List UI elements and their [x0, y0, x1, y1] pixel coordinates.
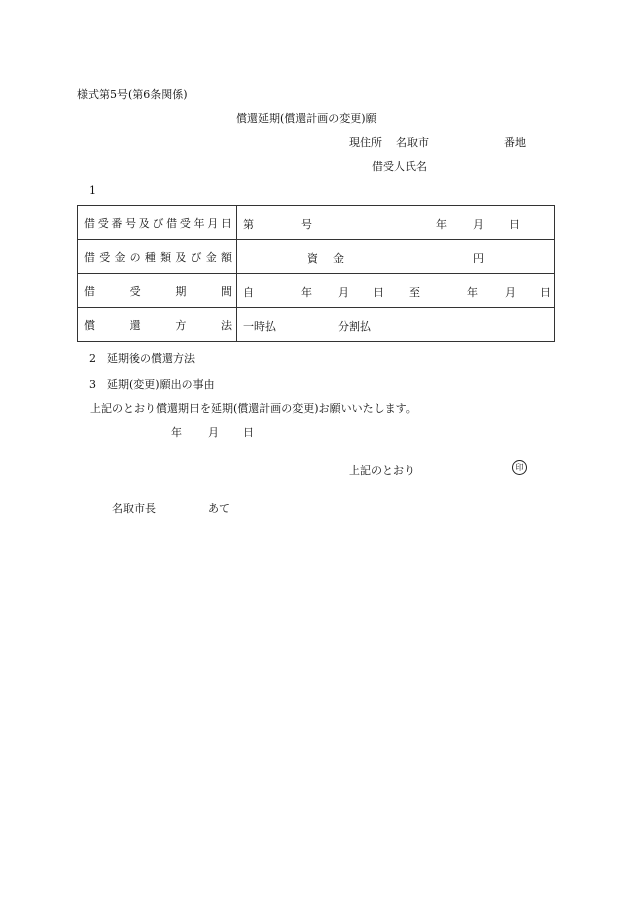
repayment-method-field[interactable]	[237, 308, 555, 342]
loan-period-field[interactable]	[237, 274, 555, 308]
label-char: 号	[125, 216, 137, 230]
label-char: 年	[193, 216, 205, 230]
go-label: 号	[301, 218, 312, 231]
addressee-ate: あて	[208, 502, 230, 515]
label-char: 種	[144, 250, 156, 264]
signature-line: 上記のとおり	[349, 464, 415, 477]
addressee	[112, 500, 230, 516]
from-year-label: 年	[301, 286, 312, 299]
label-char: 類	[160, 250, 172, 264]
document-title: 償還延期(償還計画の変更)願	[236, 112, 377, 125]
label-char: 受	[179, 216, 191, 230]
month-label: 月	[473, 218, 484, 231]
kin-label: 金	[333, 252, 344, 265]
table-row	[78, 308, 555, 342]
row-label-repayment-method	[78, 308, 237, 342]
day-label: 日	[509, 218, 520, 231]
to-day-label: 日	[540, 286, 551, 299]
address-label: 現住所	[349, 136, 382, 149]
label-char: 受	[99, 250, 111, 264]
label-char: 金	[205, 250, 217, 264]
table-row	[78, 274, 555, 308]
label-char: 金	[114, 250, 126, 264]
form-number: 様式第5号(第6条関係)	[77, 88, 188, 101]
to-label: 至	[409, 286, 420, 299]
date-day-label: 日	[243, 426, 254, 439]
label-char: 方	[175, 318, 187, 332]
row-label-loan-number-date	[78, 206, 237, 240]
from-label: 自	[243, 286, 254, 299]
lump-sum-option[interactable]: 一時払	[243, 320, 276, 333]
year-label: 年	[436, 218, 447, 231]
section1-number: 1	[89, 184, 96, 197]
label-char: 日	[220, 216, 232, 230]
to-year-label: 年	[467, 286, 478, 299]
label-char: 借	[84, 284, 95, 298]
dai-label: 第	[243, 218, 254, 231]
from-day-label: 日	[373, 286, 384, 299]
from-month-label: 月	[338, 286, 349, 299]
label-char: 還	[129, 318, 141, 332]
loan-number-date-field[interactable]	[237, 206, 555, 240]
to-month-label: 月	[505, 286, 516, 299]
label-char: 受	[129, 284, 141, 298]
label-char: 期	[175, 284, 187, 298]
table-row	[78, 206, 555, 240]
seal-mark: 印	[512, 460, 527, 475]
label-char: 番	[111, 216, 123, 230]
row-label-loan-type-amount	[78, 240, 237, 274]
table-row	[78, 240, 555, 274]
shi-label: 資	[307, 252, 318, 265]
label-char: 償	[84, 318, 95, 332]
date-year-label: 年	[171, 426, 182, 439]
loan-type-amount-field[interactable]	[237, 240, 555, 274]
request-date[interactable]	[171, 424, 254, 440]
date-month-label: 月	[208, 426, 219, 439]
loan-info-table	[77, 205, 555, 342]
yen-label: 円	[473, 252, 484, 265]
label-char: 額	[220, 250, 232, 264]
label-char: 借	[84, 216, 95, 230]
request-statement: 上記のとおり償還期日を延期(償還計画の変更)お願いいたします。	[90, 402, 417, 415]
label-char: の	[129, 250, 141, 264]
borrower-name-label: 借受人氏名	[372, 160, 427, 173]
label-char: 法	[220, 318, 232, 332]
row-label-loan-period	[78, 274, 237, 308]
address-banchi: 番地	[504, 136, 526, 149]
label-char: び	[152, 216, 164, 230]
label-char: 借	[166, 216, 178, 230]
addressee-mayor: 名取市長	[112, 502, 156, 515]
address-city: 名取市	[396, 136, 429, 149]
label-char: 受	[97, 216, 109, 230]
label-char: 及	[138, 216, 150, 230]
installment-option[interactable]: 分割払	[338, 320, 371, 333]
section3-heading: 3 延期(変更)願出の事由	[89, 378, 215, 391]
label-char: 間	[220, 284, 232, 298]
label-char: 借	[84, 250, 95, 264]
label-char: 及	[175, 250, 187, 264]
label-char: 月	[207, 216, 219, 230]
label-char: び	[190, 250, 202, 264]
section2-heading: 2 延期後の償還方法	[89, 352, 195, 365]
